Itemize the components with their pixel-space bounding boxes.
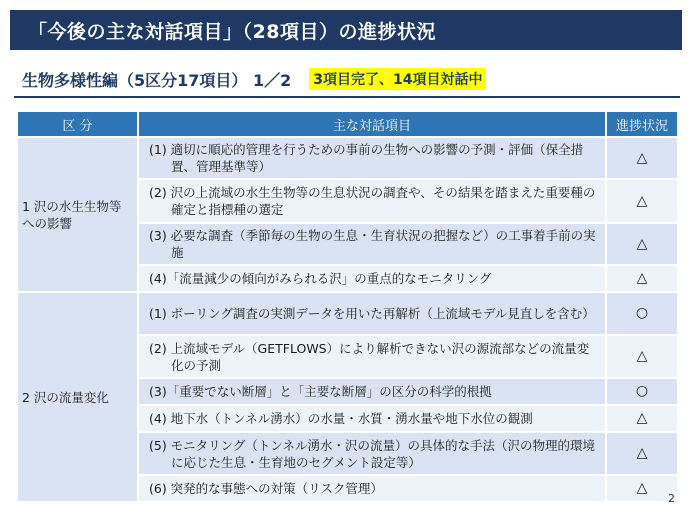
category-cell: 2 沢の流量変化 bbox=[17, 292, 138, 502]
status-cell: △ bbox=[606, 137, 678, 179]
status-cell: △ bbox=[606, 265, 678, 292]
category-cell: 1 沢の水生生物等への影響 bbox=[17, 137, 138, 292]
page-title-text: 「今後の主な対話項目」（28項目）の進捗状況 bbox=[28, 20, 436, 43]
section-subtitle: 生物多様性編（5区分17項目） 1／2 bbox=[22, 70, 292, 90]
item-text: (3) 必要な調査（季節毎の生物の生息・生育状況の把握など）の工事着手前の実施 bbox=[149, 228, 596, 260]
status-cell: △ bbox=[606, 475, 678, 502]
item-text: (2) 上流域モデル（GETFLOWS）により解析できない沢の源流部などの流量変化の予測 bbox=[149, 340, 590, 373]
item-text: (5) モニタリング（トンネル湧水・沢の流量）の具体的な手法（沢の物理的環境に応じた生息・生育地のセグメント設定等） bbox=[149, 437, 596, 470]
item-cell bbox=[138, 265, 606, 292]
item-cell bbox=[138, 432, 606, 475]
divider bbox=[14, 96, 680, 98]
table-row bbox=[17, 137, 678, 179]
item-cell bbox=[138, 179, 606, 223]
status-cell: △ bbox=[606, 179, 678, 223]
item-cell bbox=[138, 475, 606, 502]
status-cell: △ bbox=[606, 405, 678, 432]
item-cell bbox=[138, 335, 606, 378]
item-cell bbox=[138, 378, 606, 405]
page-title bbox=[10, 10, 682, 50]
status-cell: △ bbox=[606, 223, 678, 265]
item-text: (1) ボーリング調査の実測データを用いた再解析（上流域モデル見直しを含む） bbox=[149, 306, 595, 321]
item-text: (6) 突発的な事態への対策（リスク管理） bbox=[149, 481, 383, 496]
item-text: (4) 地下水（トンネル湧水）の水量・水質・湧水量や地下水位の観測 bbox=[149, 411, 533, 426]
subtitle-row bbox=[22, 64, 672, 94]
item-text: (4)「流量減少の傾向がみられる沢」の重点的なモニタリング bbox=[149, 271, 492, 286]
header-status: 進捗状況 bbox=[606, 111, 678, 137]
status-cell: △ bbox=[606, 335, 678, 378]
item-cell bbox=[138, 405, 606, 432]
header-category: 区 分 bbox=[17, 111, 138, 137]
item-cell bbox=[138, 223, 606, 265]
status-cell: ○ bbox=[606, 292, 678, 335]
table-header-row bbox=[17, 111, 678, 137]
progress-summary-highlight: 3項目完了、14項目対話中 bbox=[309, 68, 486, 90]
item-cell bbox=[138, 137, 606, 179]
item-text: (3)「重要でない断層」と「主要な断層」の区分の科学的根拠 bbox=[149, 384, 492, 399]
status-cell: △ bbox=[606, 432, 678, 475]
item-text: (2) 沢の上流域の水生生物等の生息状況の調査や、その結果を踏まえた重要種の確定と指標種の選定 bbox=[149, 185, 596, 217]
page-number: 2 bbox=[668, 492, 675, 505]
table-row bbox=[17, 292, 678, 335]
progress-table bbox=[16, 110, 679, 503]
item-cell bbox=[138, 292, 606, 335]
header-item: 主な対話項目 bbox=[138, 111, 606, 137]
status-cell: ○ bbox=[606, 378, 678, 405]
item-text: (1) 適切に順応的管理を行うための事前の生物への影響の予測・評価（保全措置、管理基準等） bbox=[149, 142, 584, 174]
